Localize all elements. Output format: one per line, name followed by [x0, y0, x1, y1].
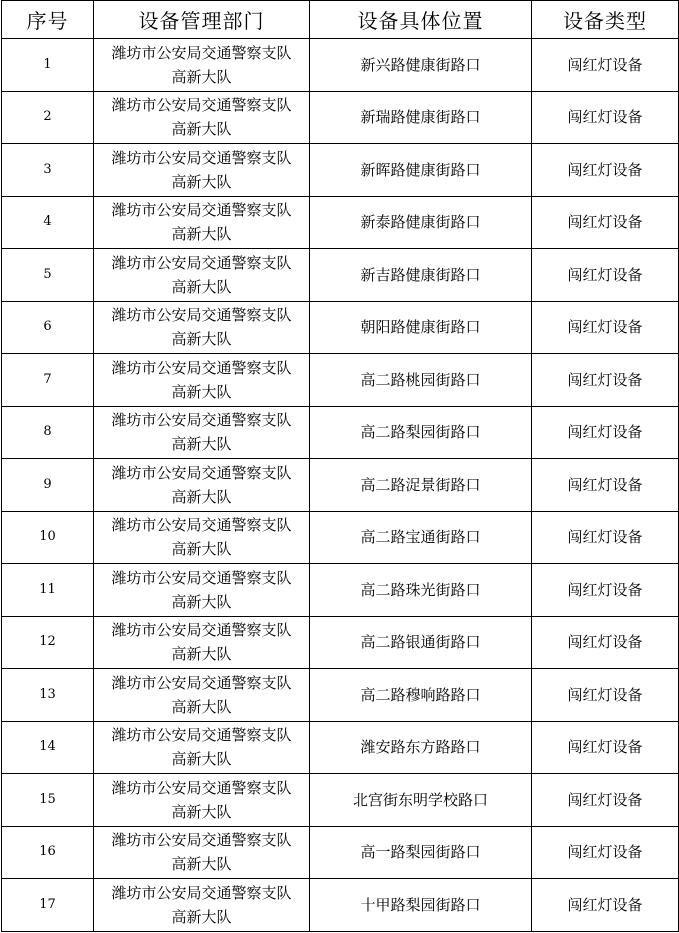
- department-name: 潍坊市公安局交通警察支队: [111, 516, 292, 535]
- department-name: 潍坊市公安局交通警察支队: [111, 96, 292, 115]
- serial-number-cell: 1: [2, 39, 94, 92]
- department-cell: [94, 826, 310, 879]
- department-unit: 高新大队: [171, 67, 232, 86]
- department-cell: [94, 459, 310, 512]
- device-type-cell: 闯红灯设备: [532, 39, 679, 92]
- department-unit: 高新大队: [171, 330, 232, 349]
- department-unit: 高新大队: [171, 750, 232, 769]
- department-unit: 高新大队: [171, 592, 232, 611]
- header-device-location: 设备具体位置: [310, 1, 532, 39]
- location-cell: 新晖路健康街路口: [310, 144, 532, 197]
- serial-number-cell: 16: [2, 826, 94, 879]
- department-cell: [94, 196, 310, 249]
- table-row: [2, 354, 679, 407]
- location-cell: 新瑞路健康街路口: [310, 91, 532, 144]
- table-row: [2, 301, 679, 354]
- department-cell: [94, 39, 310, 92]
- device-type-cell: 闯红灯设备: [532, 669, 679, 722]
- department-unit: 高新大队: [171, 435, 232, 454]
- header-device-type: 设备类型: [532, 1, 679, 39]
- table-body: [2, 39, 679, 932]
- department-cell: [94, 249, 310, 302]
- serial-number-cell: 5: [2, 249, 94, 302]
- department-name: 潍坊市公安局交通警察支队: [111, 43, 292, 62]
- location-cell: 高二路梨园街路口: [310, 406, 532, 459]
- location-cell: 高一路梨园街路口: [310, 826, 532, 879]
- department-name: 潍坊市公安局交通警察支队: [111, 726, 292, 745]
- location-cell: 新泰路健康街路口: [310, 196, 532, 249]
- department-name: 潍坊市公安局交通警察支队: [111, 831, 292, 850]
- department-name: 潍坊市公安局交通警察支队: [111, 201, 292, 220]
- department-name: 潍坊市公安局交通警察支队: [111, 673, 292, 692]
- table-row: [2, 564, 679, 617]
- serial-number-cell: 10: [2, 511, 94, 564]
- table-row: [2, 721, 679, 774]
- header-serial-number: 序号: [2, 1, 94, 39]
- department-cell: [94, 511, 310, 564]
- department-unit: 高新大队: [171, 645, 232, 664]
- department-cell: [94, 354, 310, 407]
- department-name: 潍坊市公安局交通警察支队: [111, 148, 292, 167]
- department-unit: 高新大队: [171, 907, 232, 926]
- department-cell: [94, 721, 310, 774]
- device-type-cell: 闯红灯设备: [532, 564, 679, 617]
- device-type-cell: 闯红灯设备: [532, 721, 679, 774]
- serial-number-cell: 4: [2, 196, 94, 249]
- location-cell: 高二路穆响路路口: [310, 669, 532, 722]
- device-type-cell: 闯红灯设备: [532, 249, 679, 302]
- department-cell: [94, 616, 310, 669]
- device-type-cell: 闯红灯设备: [532, 301, 679, 354]
- table-row: [2, 616, 679, 669]
- table-header: [2, 1, 679, 39]
- table-row: [2, 406, 679, 459]
- device-type-cell: 闯红灯设备: [532, 91, 679, 144]
- location-cell: 高二路珠光街路口: [310, 564, 532, 617]
- department-unit: 高新大队: [171, 172, 232, 191]
- department-name: 潍坊市公安局交通警察支队: [111, 306, 292, 325]
- device-type-cell: 闯红灯设备: [532, 879, 679, 932]
- device-type-cell: 闯红灯设备: [532, 406, 679, 459]
- serial-number-cell: 12: [2, 616, 94, 669]
- serial-number-cell: 2: [2, 91, 94, 144]
- table-row: [2, 669, 679, 722]
- table-row: [2, 459, 679, 512]
- table-row: [2, 774, 679, 827]
- department-cell: [94, 564, 310, 617]
- device-type-cell: 闯红灯设备: [532, 511, 679, 564]
- location-cell: 十甲路梨园街路口: [310, 879, 532, 932]
- department-name: 潍坊市公安局交通警察支队: [111, 568, 292, 587]
- department-unit: 高新大队: [171, 540, 232, 559]
- table-row: [2, 511, 679, 564]
- serial-number-cell: 8: [2, 406, 94, 459]
- department-name: 潍坊市公安局交通警察支队: [111, 411, 292, 430]
- device-type-cell: 闯红灯设备: [532, 459, 679, 512]
- location-cell: 高二路桃园街路口: [310, 354, 532, 407]
- header-row: [2, 1, 679, 39]
- department-name: 潍坊市公安局交通警察支队: [111, 253, 292, 272]
- department-unit: 高新大队: [171, 382, 232, 401]
- department-cell: [94, 91, 310, 144]
- serial-number-cell: 6: [2, 301, 94, 354]
- location-cell: 北宫街东明学校路口: [310, 774, 532, 827]
- location-cell: 高二路银通街路口: [310, 616, 532, 669]
- department-unit: 高新大队: [171, 697, 232, 716]
- department-name: 潍坊市公安局交通警察支队: [111, 621, 292, 640]
- department-cell: [94, 774, 310, 827]
- location-cell: 新兴路健康街路口: [310, 39, 532, 92]
- device-type-cell: 闯红灯设备: [532, 616, 679, 669]
- serial-number-cell: 9: [2, 459, 94, 512]
- table-row: [2, 249, 679, 302]
- device-table: [1, 0, 679, 932]
- table-row: [2, 826, 679, 879]
- department-cell: [94, 406, 310, 459]
- department-cell: [94, 879, 310, 932]
- table-row: [2, 196, 679, 249]
- serial-number-cell: 3: [2, 144, 94, 197]
- header-management-department: 设备管理部门: [94, 1, 310, 39]
- device-type-cell: 闯红灯设备: [532, 354, 679, 407]
- serial-number-cell: 11: [2, 564, 94, 617]
- table-row: [2, 144, 679, 197]
- department-unit: 高新大队: [171, 802, 232, 821]
- serial-number-cell: 13: [2, 669, 94, 722]
- department-name: 潍坊市公安局交通警察支队: [111, 463, 292, 482]
- location-cell: 潍安路东方路路口: [310, 721, 532, 774]
- location-cell: 高二路宝通街路口: [310, 511, 532, 564]
- department-cell: [94, 301, 310, 354]
- serial-number-cell: 14: [2, 721, 94, 774]
- location-cell: 朝阳路健康街路口: [310, 301, 532, 354]
- location-cell: 高二路浞景街路口: [310, 459, 532, 512]
- department-unit: 高新大队: [171, 120, 232, 139]
- department-unit: 高新大队: [171, 225, 232, 244]
- serial-number-cell: 7: [2, 354, 94, 407]
- department-unit: 高新大队: [171, 277, 232, 296]
- department-cell: [94, 669, 310, 722]
- device-type-cell: 闯红灯设备: [532, 826, 679, 879]
- device-type-cell: 闯红灯设备: [532, 196, 679, 249]
- department-name: 潍坊市公安局交通警察支队: [111, 883, 292, 902]
- device-type-cell: 闯红灯设备: [532, 144, 679, 197]
- department-name: 潍坊市公安局交通警察支队: [111, 358, 292, 377]
- department-unit: 高新大队: [171, 855, 232, 874]
- table-row: [2, 39, 679, 92]
- device-type-cell: 闯红灯设备: [532, 774, 679, 827]
- table-row: [2, 91, 679, 144]
- department-name: 潍坊市公安局交通警察支队: [111, 778, 292, 797]
- department-cell: [94, 144, 310, 197]
- department-unit: 高新大队: [171, 487, 232, 506]
- serial-number-cell: 15: [2, 774, 94, 827]
- serial-number-cell: 17: [2, 879, 94, 932]
- location-cell: 新吉路健康街路口: [310, 249, 532, 302]
- table-row: [2, 879, 679, 932]
